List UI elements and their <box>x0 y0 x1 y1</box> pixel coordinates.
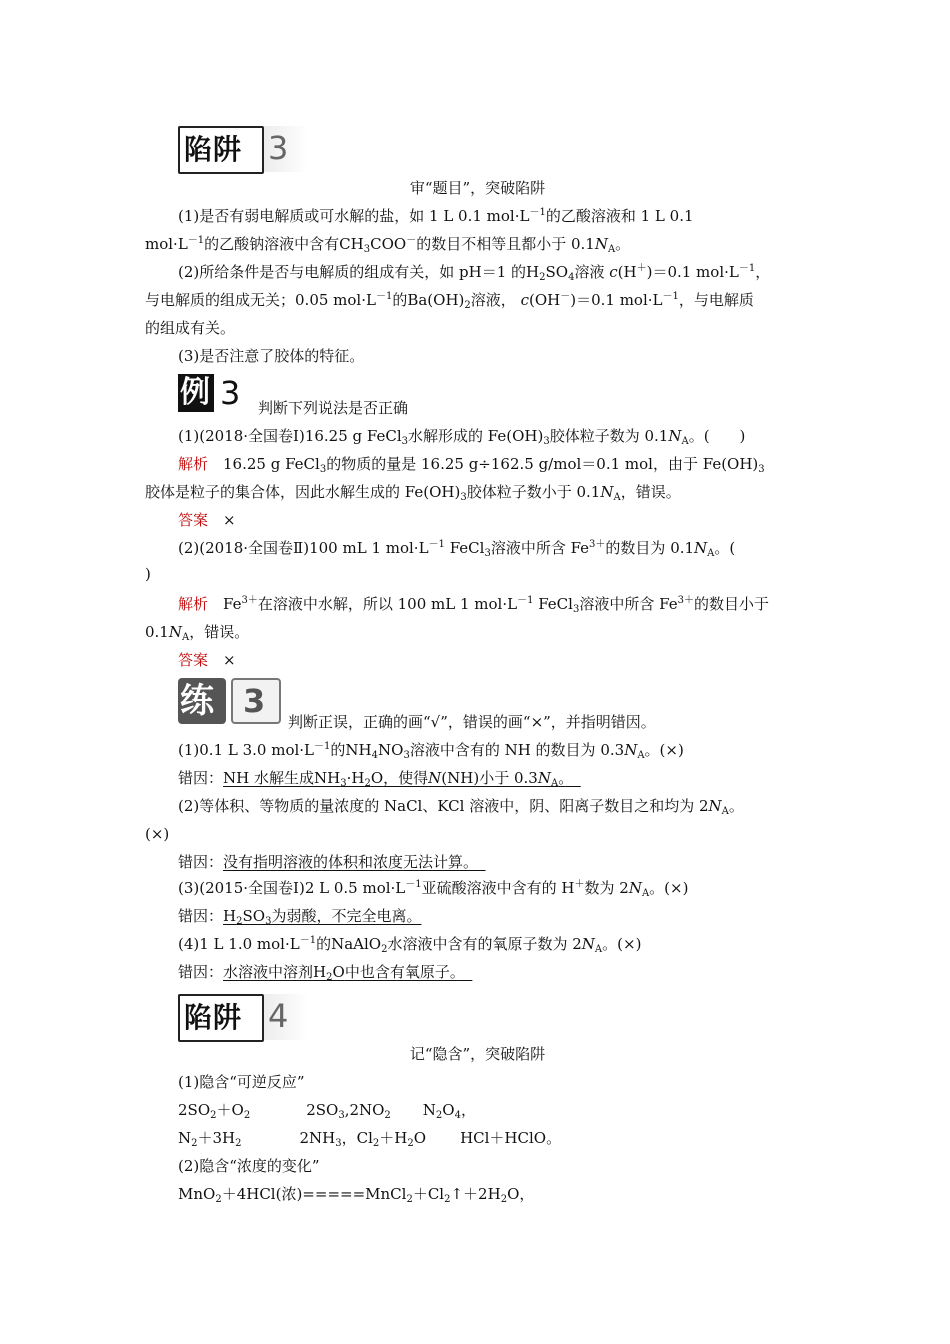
example-answer-2: 答案 × <box>178 651 236 669</box>
practice-3-number: 3 <box>243 682 266 720</box>
example-3-label: 例 <box>180 375 210 410</box>
trap-4-equation-2: $N_2+3H_2$ $2NH_3$，$Cl_2+H_2O$ HCl＋HClO。 <box>178 1129 562 1149</box>
practice-item-2-line-2: (×) <box>145 825 170 843</box>
trap-3-number: 3 <box>268 129 289 167</box>
example-answer-1: 答案 × <box>178 511 236 529</box>
practice-3-number-box <box>231 678 281 724</box>
trap-4-label: 陷阱 <box>184 1001 243 1034</box>
example-3-title: 判断下列说法是否正确 <box>258 399 409 417</box>
practice-3-label: 练 <box>180 681 214 721</box>
practice-reason-1: 错因：NH 水解生成$NH_3\cdot H_2O$，使得N(NH)小于 $0.3N_A$。 <box>178 769 566 789</box>
trap-3-point-2-line-2: 与电解质的组成无关；0.05 $mol\cdot L^{-1}$的$Ba(OH)_2$溶液， c(OH－)＝0.1 $mol\cdot L^{-1}$，与电解质 <box>145 291 754 311</box>
trap-4-header <box>178 994 308 1040</box>
example-question-1: (1)(2018·全国卷Ⅰ)16.25 g FeCl$_3$水解形成的 $Fe(OH)_3$胶体粒子数为 $0.1N_A$。( ) <box>178 427 746 447</box>
trap-3-label: 陷阱 <box>184 133 243 166</box>
analysis-tag: 解析 <box>178 455 209 473</box>
trap-3-point-2-line-3: 的组成有关。 <box>145 319 236 337</box>
trap-4-point-2: (2)隐含“浓度的变化” <box>178 1157 320 1175</box>
practice-reason-4: 错因：水溶液中溶剂$H_2O$中也含有氧原子。 <box>178 963 458 983</box>
trap-3-point-3: (3)是否注意了胶体的特征。 <box>178 347 365 365</box>
trap-3-header <box>178 126 308 172</box>
example-analysis-1-line-2: 胶体是粒子的集合体，因此水解生成的 $Fe(OH)_3$胶体粒子数小于 $0.1N_A$，错误。 <box>145 483 681 503</box>
example-3-label-box <box>178 374 214 412</box>
practice-item-3: (3)(2015·全国卷Ⅰ)2 L 0.5 $mol\cdot L^{-1}$亚硫酸溶液中含有的 H＋数为 $2N_A$。(×) <box>178 879 689 899</box>
trap-3-label-box <box>178 126 264 174</box>
practice-reason-3: 错因：$H_2SO_3$为弱酸，不完全电离。 <box>178 907 422 927</box>
example-question-2-line-1: (2)(2018·全国卷Ⅱ)100 mL 1 $mol\cdot L^{-1}$ FeCl$_3$溶液中所含 $Fe^{3+}$的数目为 $0.1N_A$。( <box>178 539 736 559</box>
trap-4-point-1: (1)隐含“可逆反应” <box>178 1073 305 1091</box>
trap-3-point-1-line-2: $mol\cdot L^{-1}$的乙酸钠溶液中含有$CH_3COO^-$的数目不相等且都小于 $0.1N_A$。 <box>145 235 631 255</box>
example-question-2-line-2: ) <box>145 565 151 583</box>
practice-reason-2: 错因：没有指明溶液的体积和浓度无法计算。 <box>178 853 471 871</box>
example-analysis-1-line-1: 解析 16.25 g FeCl$_3$的物质的量是 16.25 g÷162.5 g/mol＝0.1 mol，由于 $Fe(OH)_3$ <box>178 455 765 475</box>
example-analysis-2-line-1: 解析 $Fe^{3+}$在溶液中水解，所以 100 mL 1 $mol\cdot L^{-1}$ FeCl$_3$溶液中所含 $Fe^{3+}$的数目小于 <box>178 595 769 615</box>
practice-item-1: (1)0.1 L 3.0 $mol\cdot L^{-1}$的$NH_4NO_3$溶液中含有的 NH 的数目为 $0.3N_A$。(×) <box>178 741 684 761</box>
practice-item-4: (4)1 L 1.0 $mol\cdot L^{-1}$的NaAlO$_2$水溶液中含有的氧原子数为 $2N_A$。(×) <box>178 935 642 955</box>
trap-4-equation-3: MnO$_2$＋4HCl(浓)$=====MnCl_2+Cl_2↑+2H_2O$， <box>178 1185 535 1205</box>
practice-3-label-box <box>178 678 226 724</box>
trap-3-point-2-line-1: (2)所给条件是否与电解质的组成有关，如 pH＝1 的$H_2SO_4$溶液 c(H＋)＝0.1 $mol\cdot L^{-1}$， <box>178 263 771 283</box>
trap-4-number: 4 <box>268 997 289 1035</box>
practice-3-title: 判断正误，正确的画“√”，错误的画“×”，并指明错因。 <box>288 713 656 731</box>
trap-3-point-1-line-1: (1)是否有弱电解质或可水解的盐，如 1 L 0.1 $mol\cdot L^{-1}$的乙酸溶液和 1 L 0.1 <box>178 207 694 225</box>
trap-4-label-box <box>178 994 264 1042</box>
example-3-number: 3 <box>220 374 241 412</box>
answer-tag: 答案 <box>178 511 209 529</box>
trap-4-title: 记“隐含”，突破陷阱 <box>409 1045 546 1063</box>
trap-4-equation-1: $2SO_2+O_2$ $2SO_3,2NO_2$ $N_2O_4$， <box>178 1101 476 1121</box>
trap-3-title: 审“题目”，突破陷阱 <box>409 179 546 197</box>
practice-item-2-line-1: (2)等体积、等物质的量浓度的 NaCl、KCl 溶液中，阴、阳离子数目之和均为 $2N_A$。 <box>178 797 744 817</box>
example-analysis-2-line-2: $0.1N_A$，错误。 <box>145 623 250 643</box>
